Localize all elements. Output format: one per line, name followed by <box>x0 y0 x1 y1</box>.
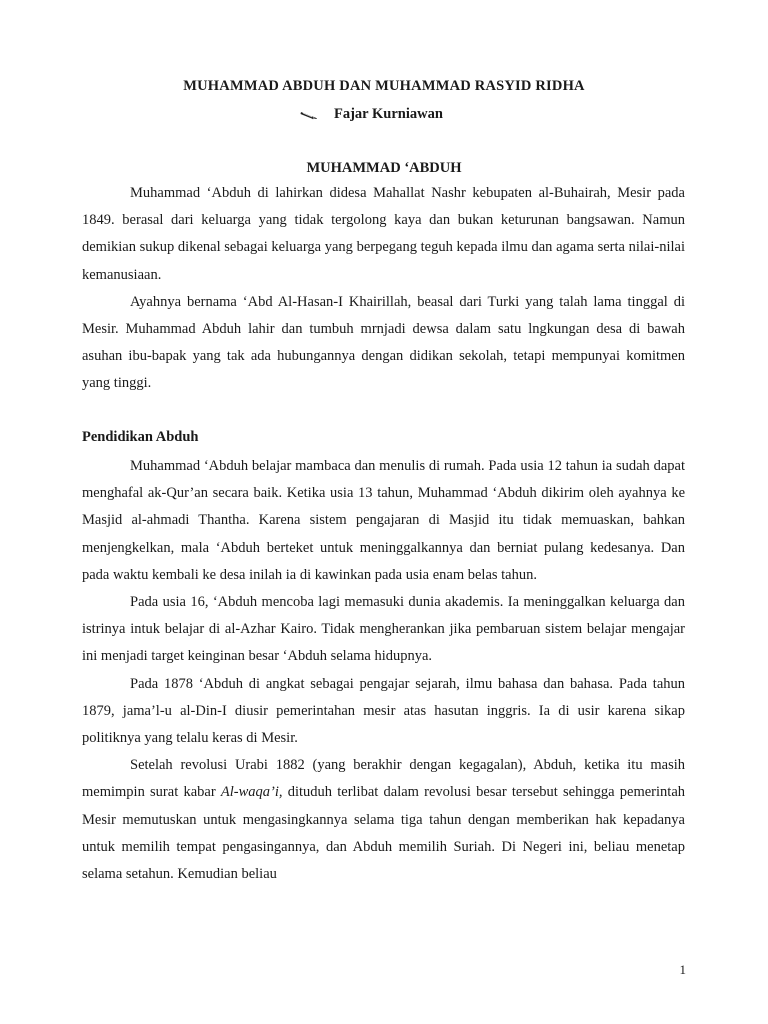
paragraph: Ayahnya bernama ‘Abd Al-Hasan-I Khairillah, beasal dari Turki yang talah lama tinggal di Mesir. Muhammad Abduh lahir dan tumbuh mrnjadi dewsa dalam satu lngkungan desa di bawah asuhan ibu-bapak yang tak ada hubungannya dengan didikan sekolah, tetapi mempunyai komitmen yang tinggi. <box>82 293 685 392</box>
paragraph: Pada usia 16, ‘Abduh mencoba lagi memasuki dunia akademis. Ia meninggalkan keluarga dan istrinya intuk belajar di al-Azhar Kairo. Tidak mengherankan jika pembaruan sistem belajar mengajar ini menjadi target keinginan besar ‘Abduh selama hidupnya. <box>82 594 685 665</box>
paragraph <box>82 752 685 888</box>
pencil-icon <box>300 109 320 121</box>
page-number: 1 <box>679 962 686 977</box>
document-title: MUHAMMAD ABDUH DAN MUHAMMAD RASYID RIDHA <box>183 78 585 94</box>
paragraph: Pada 1878 ‘Abduh di angkat sebagai pengajar sejarah, ilmu bahasa dan bahasa. Pada tahun 1879, jama’l-u al-Din-I diusir pemerintahan mesir atas hasutan inggris. Ia di usir karena sikap politiknya yang telalu keras di Mesir. <box>82 675 685 747</box>
biography-section <box>82 180 685 398</box>
author-line <box>300 106 443 123</box>
paragraph: Muhammad ‘Abduh di lahirkan didesa Mahallat Nashr kebupaten al-Buhairah, Mesir pada 1849. berasal dari keluarga yang tidak tergolong kaya dan bukan keturunan bangsawan. Namun demikian sukup dikenal sebagai keluarga yang berpegang teguh kepada ilmu dan agama serta nilai-nilai kemanusiaan. <box>82 185 685 283</box>
newspaper-title: Al-waqa’i, <box>220 784 283 801</box>
author-name: Fajar Kurniawan <box>334 106 443 122</box>
education-section <box>82 453 685 888</box>
section-heading: MUHAMMAD ‘ABDUH <box>306 160 462 176</box>
paragraph-text: dituduh terlibat dalam revolusi besar tersebut sehingga pemerintah Mesir memutuskan untuk mengasingkannya selama tiga tahun dengan memberikan hak kepadanya untuk memilih tempat pengasingannya, dan Abduh memilih Suriah. Di Negeri ini, beliau menetap selama setahun. Kemudian beliau <box>82 784 685 883</box>
paragraph: Muhammad ‘Abduh belajar mambaca dan menulis di rumah. Pada usia 12 tahun ia sudah dapat menghafal ak-Qur’an secara baik. Ketika usia 13 tahun, Muhammad ‘Abduh dikirim oleh ayahnya ke Masjid al-ahmadi Thantha. Karena sistem pengajaran di Masjid itu tidak memuaskan, bahkan menjengkelkan, mala ‘Abduh berteket untuk meninggalkannya dan berniat pulang kedesanya. Dan pada waktu kembali ke desa inilah ia di kawinkan pada usia enam belas tahun. <box>82 458 685 583</box>
paragraph-text: Setelah revolusi Urabi 1882 (yang berakhir dengan kegagalan), Abduh, ketika itu masih memimpin surat kabar <box>82 757 685 801</box>
subheading-pendidikan: Pendidikan Abduh <box>82 429 199 445</box>
